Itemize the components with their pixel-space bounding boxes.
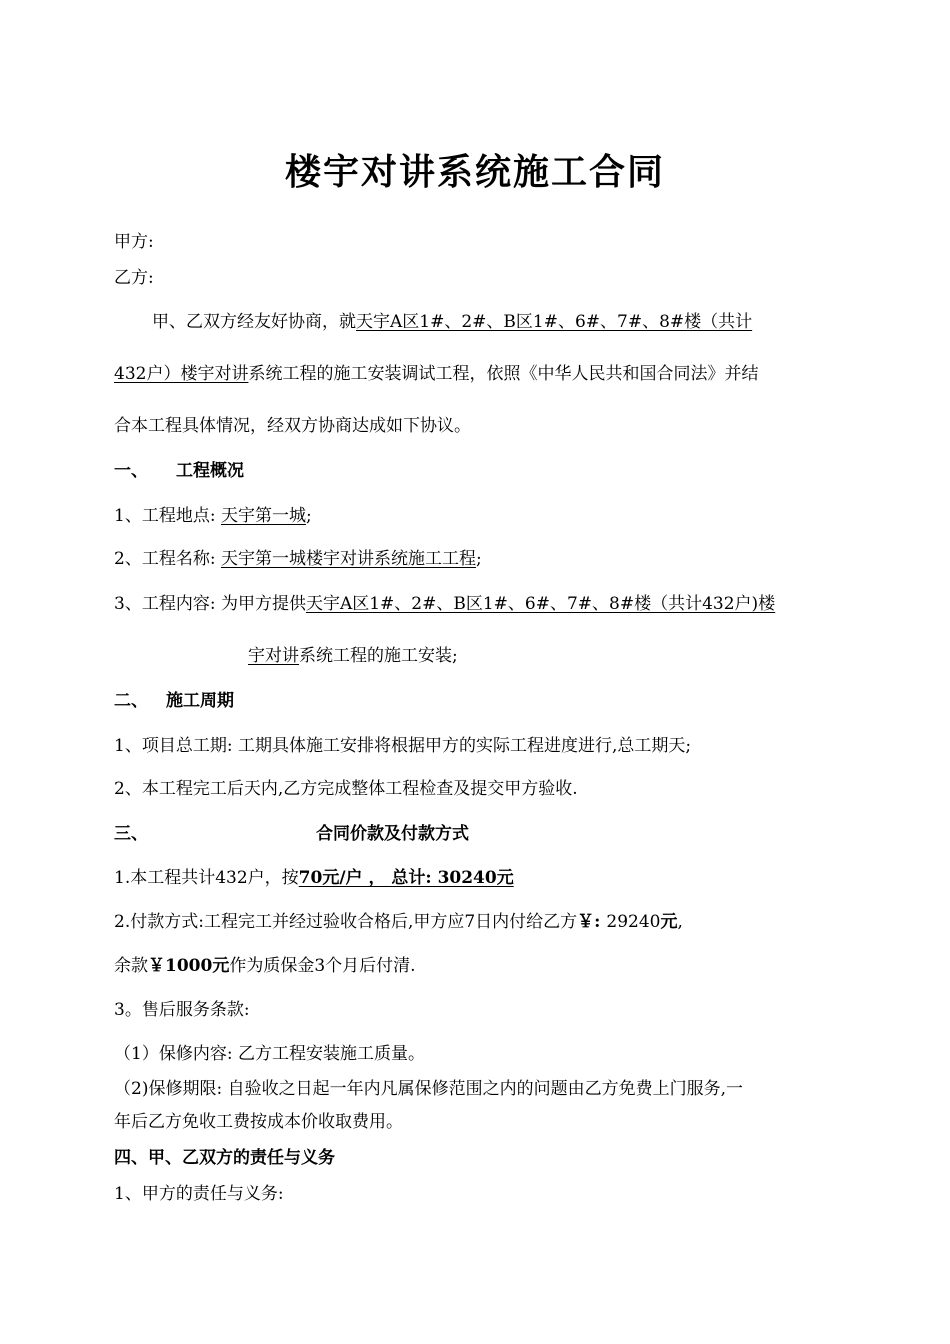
sec2-item-1: 1、项目总工期: 工期具体施工安排将根据甲方的实际工程进度进行,总工期天; xyxy=(114,736,692,756)
section-1-number: 一、 xyxy=(114,461,148,481)
balance-text: 作为质保金3个月后付清. xyxy=(229,956,416,976)
intro-line-1 xyxy=(152,310,752,334)
sec3-item-2 xyxy=(114,910,683,934)
section-3-number: 三、 xyxy=(114,824,148,844)
intro-text-2: 系统工程的施工安装调试工程，依照《中华人民共和国合同法》并结 xyxy=(248,364,759,384)
section-2-title: 施工周期 xyxy=(166,691,234,711)
name-value: 天宇第一城楼宇对讲系统施工工程 xyxy=(220,549,476,569)
section-3-heading xyxy=(114,822,469,846)
content-tail: 系统工程的施工安装; xyxy=(299,646,458,666)
sec1-item-3 xyxy=(114,592,775,616)
party-b-line: 乙方: xyxy=(114,268,154,288)
name-label: 2、工程名称: xyxy=(114,549,221,569)
section-3-title: 合同价款及付款方式 xyxy=(316,824,469,844)
total-text: 1.本工程共计432户，按 xyxy=(114,868,299,888)
sec1-item-2 xyxy=(114,547,482,571)
section-2-heading xyxy=(114,689,234,713)
party-a-line: 甲方: xyxy=(114,232,154,252)
site-value: 天宇第一城 xyxy=(220,506,306,526)
intro-project-scope: 天宇A区1#、2#、B区1#、6#、7#、8#楼（共计 xyxy=(356,312,753,332)
content-value: 天宇A区1#、2#、B区1#、6#、7#、8#楼（共计432户)楼 xyxy=(305,594,776,614)
payment-text: 2.付款方式:工程完工并经过验收合格后,甲方应7日内付给乙方 xyxy=(114,912,578,932)
intro-line-2 xyxy=(114,362,758,386)
sec3-item-3-1: （1）保修内容: 乙方工程安装施工质量。 xyxy=(114,1044,425,1064)
sec3-item-2-cont xyxy=(114,954,416,978)
intro-project-scope-cont: 432户）楼宇对讲 xyxy=(114,364,249,384)
content-label: 3、工程内容: 为甲方提供 xyxy=(114,594,306,614)
currency-symbol: ￥: xyxy=(577,912,607,932)
payment-amount: 29240 xyxy=(606,912,661,932)
balance-label: 余款 xyxy=(114,956,148,976)
sec2-item-2: 2、本工程完工后天内,乙方完成整体工程检查及提交甲方验收. xyxy=(114,779,578,799)
payment-comma: , xyxy=(677,912,683,932)
name-end: ; xyxy=(475,549,482,569)
page-title: 楼宇对讲系统施工合同 xyxy=(284,151,665,193)
section-1-heading xyxy=(114,459,244,483)
intro-line-3: 合本工程具体情况，经双方协商达成如下协议。 xyxy=(114,416,471,436)
section-4-heading: 四、甲、乙双方的责任与义务 xyxy=(114,1148,335,1168)
sec4-item-1: 1、甲方的责任与义务: xyxy=(114,1184,284,1204)
section-1-title: 工程概况 xyxy=(176,461,244,481)
payment-unit: 元 xyxy=(660,912,678,932)
total-amount: 70元/户 ， 总计: 30240元 xyxy=(298,868,514,888)
sec3-item-3-2-cont: 年后乙方免收工费按成本价收取费用。 xyxy=(114,1112,403,1132)
sec1-item-1 xyxy=(114,504,312,528)
site-end: ; xyxy=(305,506,312,526)
sec3-item-3: 3。售后服务条款: xyxy=(114,1000,250,1020)
content-value-cont: 宇对讲 xyxy=(248,646,299,666)
balance-amount: ￥1000元 xyxy=(148,956,230,976)
sec3-item-1 xyxy=(114,866,514,890)
sec1-item-3-cont xyxy=(248,644,458,668)
section-2-number: 二、 xyxy=(114,691,148,711)
site-label: 1、工程地点: xyxy=(114,506,221,526)
intro-text: 甲、乙双方经友好协商，就 xyxy=(152,312,356,332)
sec3-item-3-2: （2)保修期限: 自验收之日起一年内凡属保修范围之内的问题由乙方免费上门服务,一 xyxy=(114,1079,743,1099)
